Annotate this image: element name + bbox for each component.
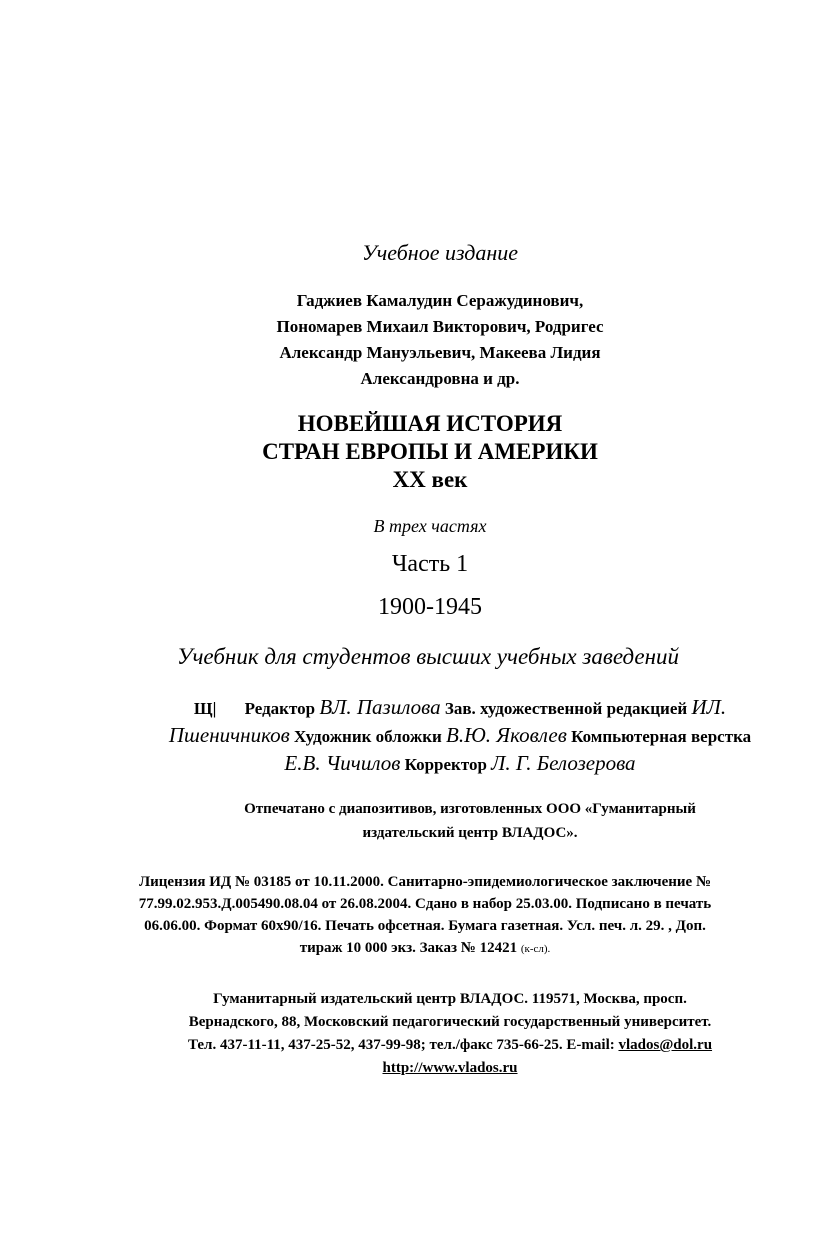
authors-block — [220, 288, 660, 392]
credits-block — [160, 694, 760, 778]
layout-label: Компьютерная верстка — [571, 727, 752, 746]
publisher-contact-line — [140, 1034, 760, 1057]
author-line: Гаджиев Камалудин Серажудинович, — [296, 291, 584, 310]
cover-artist-name: В.Ю. Яковлев — [446, 723, 567, 747]
part-number: Часть 1 — [391, 551, 469, 577]
edition-type: Учебное издание — [361, 240, 519, 265]
printed-line: Отпечатано с диапозитивов, изготовленных ООО «Гуманитарный — [244, 801, 696, 817]
publisher-line: Вернадского, 88, Московский педагогический государственный университет. — [188, 1014, 712, 1030]
email-link[interactable]: vlados@dol.ru — [618, 1037, 713, 1053]
license-order: тираж 10 000 экз. Заказ № 12421 — [299, 940, 518, 956]
parts-note: В трех частях — [373, 516, 487, 536]
title-line: XX век — [392, 467, 468, 492]
license-line: 06.06.00. Формат 60x90/16. Печать офсетная. Бумага газетная. Усл. печ. л. 29. , Доп. — [144, 918, 706, 934]
printed-line: издательский центр ВЛАДОС». — [362, 825, 578, 841]
proofreader-label: Корректор — [404, 755, 487, 774]
author-line: Александр Мануэльевич, Макеева Лидия — [279, 343, 601, 362]
title-line: НОВЕЙШАЯ ИСТОРИЯ — [297, 411, 563, 436]
printed-from-note — [190, 797, 750, 845]
license-block — [95, 871, 755, 960]
years-range: 1900-1945 — [378, 594, 482, 620]
layout-name: Е.В. Чичилов — [284, 751, 401, 775]
textbook-note: Учебник для студентов высших учебных заведений — [176, 644, 680, 669]
art-editor-name: ИЛ. Пшеничников — [168, 695, 727, 747]
title-line: СТРАН ЕВРОПЫ И АМЕРИКИ — [262, 439, 598, 464]
license-line-last — [95, 937, 755, 960]
art-editor-label: Зав. художественной редакцией — [444, 699, 688, 718]
proofreader-name: Л. Г. Белозерова — [491, 751, 636, 775]
credits-mark: Щ| — [193, 699, 217, 718]
license-line: Лицензия ИД № 03185 от 10.11.2000. Санитарно-эпидемиологическое заключение № — [138, 874, 712, 890]
author-line: Александровна и др. — [360, 369, 520, 388]
cover-artist-label: Художник обложки — [293, 727, 442, 746]
publisher-phones: Тел. 437-11-11, 437-25-52, 437-99-98; тел./факс 735-66-25. E-mail: — [187, 1037, 615, 1053]
publisher-block — [140, 988, 760, 1080]
editor-label: Редактор — [244, 699, 316, 718]
book-title — [0, 410, 816, 494]
license-suffix: (к-сл). — [520, 943, 551, 955]
author-line: Пономарев Михаил Викторович, Родригес — [276, 317, 604, 336]
website-link[interactable]: http://www.vlados.ru — [382, 1060, 518, 1076]
editor-name: ВЛ. Пазилова — [319, 695, 441, 719]
publisher-line: Гуманитарный издательский центр ВЛАДОС. 119571, Москва, просп. — [213, 991, 687, 1007]
license-line: 77.99.02.953.Д.005490.08.04 от 26.08.2004. Сдано в набор 25.03.00. Подписано в печать — [138, 896, 712, 912]
